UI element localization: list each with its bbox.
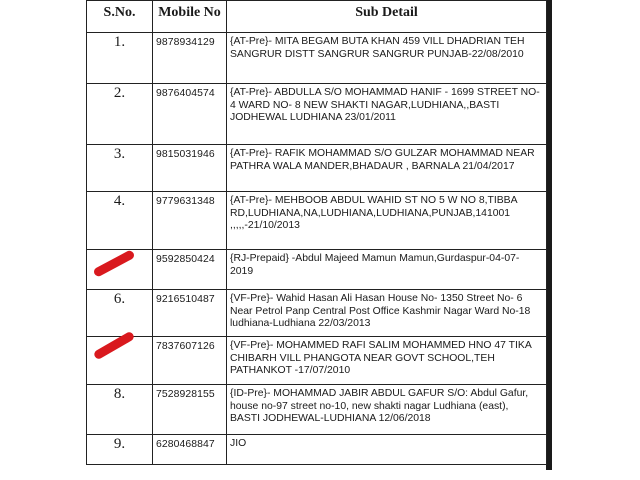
header-sno: S.No.: [87, 1, 153, 33]
row-mobile: 9878934129: [153, 33, 227, 84]
row-mobile: 9876404574: [153, 84, 227, 145]
table-row: [87, 337, 547, 385]
row-sno: 9.: [87, 435, 153, 465]
row-sno: 1.: [87, 33, 153, 84]
row-detail: {AT-Pre}- MEHBOOB ABDUL WAHID ST NO 5 W NO 8,TIBBA RD,LUDHIANA,NA,LUDHIANA,LUDHIANA,PUNJAB,141001 ,,,,,-21/10/2013: [227, 192, 547, 250]
row-detail: JIO: [227, 435, 547, 465]
table-row: [87, 250, 547, 290]
row-detail: {AT-Pre}- ABDULLA S/O MOHAMMAD HANIF - 1699 STREET NO- 4 WARD NO- 8 NEW SHAKTI NAGAR,LUDHIANA,,BASTI JODHEWAL LUDHIANA 23/01/2011: [227, 84, 547, 145]
row-detail: {VF-Pre}- Wahid Hasan Ali Hasan House No- 1350 Street No- 6 Near Petrol Panp Central Post Office Kashmir Nagar Ward No-18 ludhiana-Ludhiana 22/03/2013: [227, 290, 547, 337]
table-row: [87, 84, 547, 145]
table-row: [87, 145, 547, 192]
row-mobile: 9592850424: [153, 250, 227, 290]
row-detail: {VF-Pre}- MOHAMMED RAFI SALIM MOHAMMED HNO 47 TIKA CHIBARH VILL PHANGOTA NEAR GOVT SCHOOL,TEH PATHANKOT -17/07/2010: [227, 337, 547, 385]
row-sno: 8.: [87, 385, 153, 435]
header-mobile-no: Mobile No: [153, 1, 227, 33]
row-detail: {RJ-Prepaid} -Abdul Majeed Mamun Mamun,Gurdaspur-04-07-2019: [227, 250, 547, 290]
subscriber-table: [86, 0, 547, 465]
table-row: [87, 33, 547, 84]
row-sno: 6.: [87, 290, 153, 337]
row-mobile: 9216510487: [153, 290, 227, 337]
header-sub-detail: Sub Detail: [227, 1, 547, 33]
row-detail: {ID-Pre}- MOHAMMAD JABIR ABDUL GAFUR S/O: Abdul Gafur, house no-97 street no-10, new shakti nagar Ludhiana (east), BASTI JODHEWAL-LUDHIANA 12/06/2018: [227, 385, 547, 435]
table-row: [87, 290, 547, 337]
row-sno: 4.: [87, 192, 153, 250]
row-sno: 3.: [87, 145, 153, 192]
row-mobile: 9815031946: [153, 145, 227, 192]
row-detail: {AT-Pre}- MITA BEGAM BUTA KHAN 459 VILL DHADRIAN TEH SANGRUR DISTT SANGRUR SANGRUR PUNJAB-22/08/2010: [227, 33, 547, 84]
row-detail: {AT-Pre}- RAFIK MOHAMMAD S/O GULZAR MOHAMMAD NEAR PATHRA WALA MANDER,BHADAUR , BARNALA 21/04/2017: [227, 145, 547, 192]
table-row: [87, 192, 547, 250]
row-sno: 2.: [87, 84, 153, 145]
row-mobile: 7837607126: [153, 337, 227, 385]
row-mobile: 9779631348: [153, 192, 227, 250]
table-row: [87, 385, 547, 435]
table-row: [87, 435, 547, 465]
row-mobile: 7528928155: [153, 385, 227, 435]
table-header-row: [87, 1, 547, 33]
row-mobile: 6280468847: [153, 435, 227, 465]
